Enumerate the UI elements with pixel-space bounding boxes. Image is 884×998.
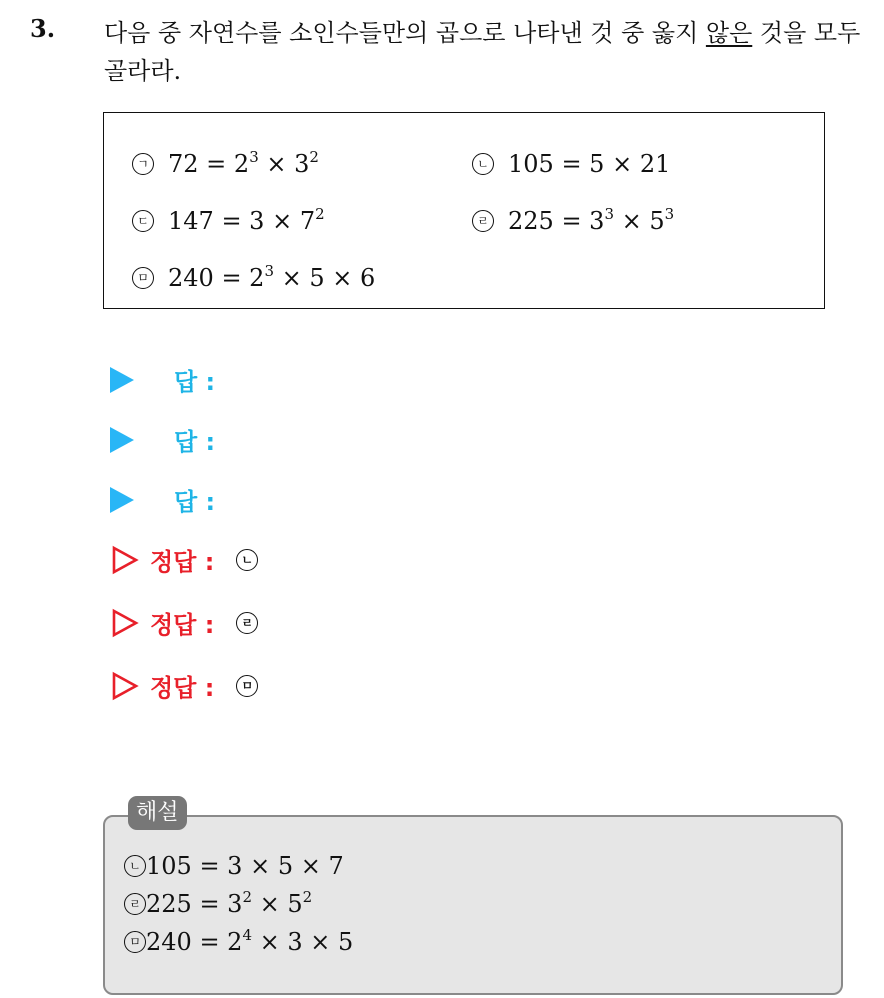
red-outline-arrow-icon (110, 545, 140, 575)
choice-5 (132, 264, 375, 292)
question-text (104, 14, 874, 90)
red-outline-arrow-icon (110, 671, 140, 701)
correct-answer-row-1 (110, 542, 272, 577)
correct-answer-row-2 (110, 605, 272, 640)
choice-expr: 105 = 5 × 21 (508, 150, 671, 178)
correct-answer-label: 정답 : (150, 674, 215, 702)
explanation-expr-mid: × 5 (252, 890, 303, 918)
exponent: 2 (309, 148, 319, 166)
answer-row-3 (110, 482, 215, 517)
choice-4 (472, 207, 674, 235)
answer-row-1 (110, 362, 215, 397)
circled-mark: ㄴ (472, 153, 494, 175)
choice-expr-mid: × 5 (614, 207, 665, 235)
question-number: 3. (30, 14, 56, 43)
exponent: 4 (242, 926, 252, 944)
correct-answer-row-3 (110, 668, 272, 703)
blue-arrow-icon (110, 427, 134, 453)
blue-arrow-icon (110, 487, 134, 513)
circled-mark: ㄴ (124, 855, 146, 877)
choice-1 (132, 150, 319, 178)
explanation-expr: 105 = 3 × 5 × 7 (146, 852, 344, 880)
choice-expr-mid: × 3 (258, 150, 310, 178)
exponent: 2 (315, 205, 325, 223)
answer-label: 답 : (174, 428, 216, 456)
circled-mark: ㅁ (124, 931, 146, 953)
exponent: 3 (249, 148, 259, 166)
exponent: 3 (664, 205, 675, 223)
circled-mark: ㄹ (124, 893, 146, 915)
circled-mark: ㄱ (132, 153, 154, 175)
blue-arrow-icon (110, 367, 134, 393)
explanation-line-2 (124, 890, 312, 918)
choice-expr: 240 = 2 (168, 264, 265, 292)
explanation-line-1 (124, 852, 344, 880)
question-text-end: 것을 모두 골라라. (104, 19, 861, 85)
correct-answer-label: 정답 : (150, 548, 215, 576)
answer-label: 답 : (174, 488, 216, 516)
explanation-expr-mid: × 3 × 5 (252, 928, 354, 956)
circled-mark: ㄷ (132, 210, 154, 232)
choice-expr-mid: × 5 × 6 (274, 264, 376, 292)
exponent: 2 (242, 888, 252, 906)
correct-answer-mark: ㄴ (236, 549, 258, 571)
exponent: 2 (302, 888, 313, 906)
explanation-expr: 240 = 2 (146, 928, 243, 956)
correct-answer-mark: ㅁ (236, 675, 258, 697)
circled-mark: ㅁ (132, 267, 154, 289)
explanation-expr: 225 = 3 (146, 890, 243, 918)
exponent: 3 (264, 262, 274, 280)
answer-row-2 (110, 422, 215, 457)
red-outline-arrow-icon (110, 608, 140, 638)
choice-expr: 225 = 3 (508, 207, 605, 235)
exponent: 3 (604, 205, 614, 223)
explanation-line-3 (124, 928, 353, 956)
choice-2 (472, 150, 670, 178)
correct-answer-mark: ㄹ (236, 612, 258, 634)
question-emphasis: 않은 (705, 19, 753, 47)
choice-expr: 72 = 2 (168, 150, 250, 178)
answer-label: 답 : (174, 368, 216, 396)
choice-3 (132, 207, 325, 235)
circled-mark: ㄹ (472, 210, 494, 232)
choice-expr: 147 = 3 × 7 (168, 207, 316, 235)
explanation-tab: 해설 (128, 796, 187, 830)
correct-answer-label: 정답 : (150, 611, 215, 639)
question-text-start: 다음 중 자연수를 소인수들만의 곱으로 나타낸 것 중 옳지 (104, 19, 706, 47)
